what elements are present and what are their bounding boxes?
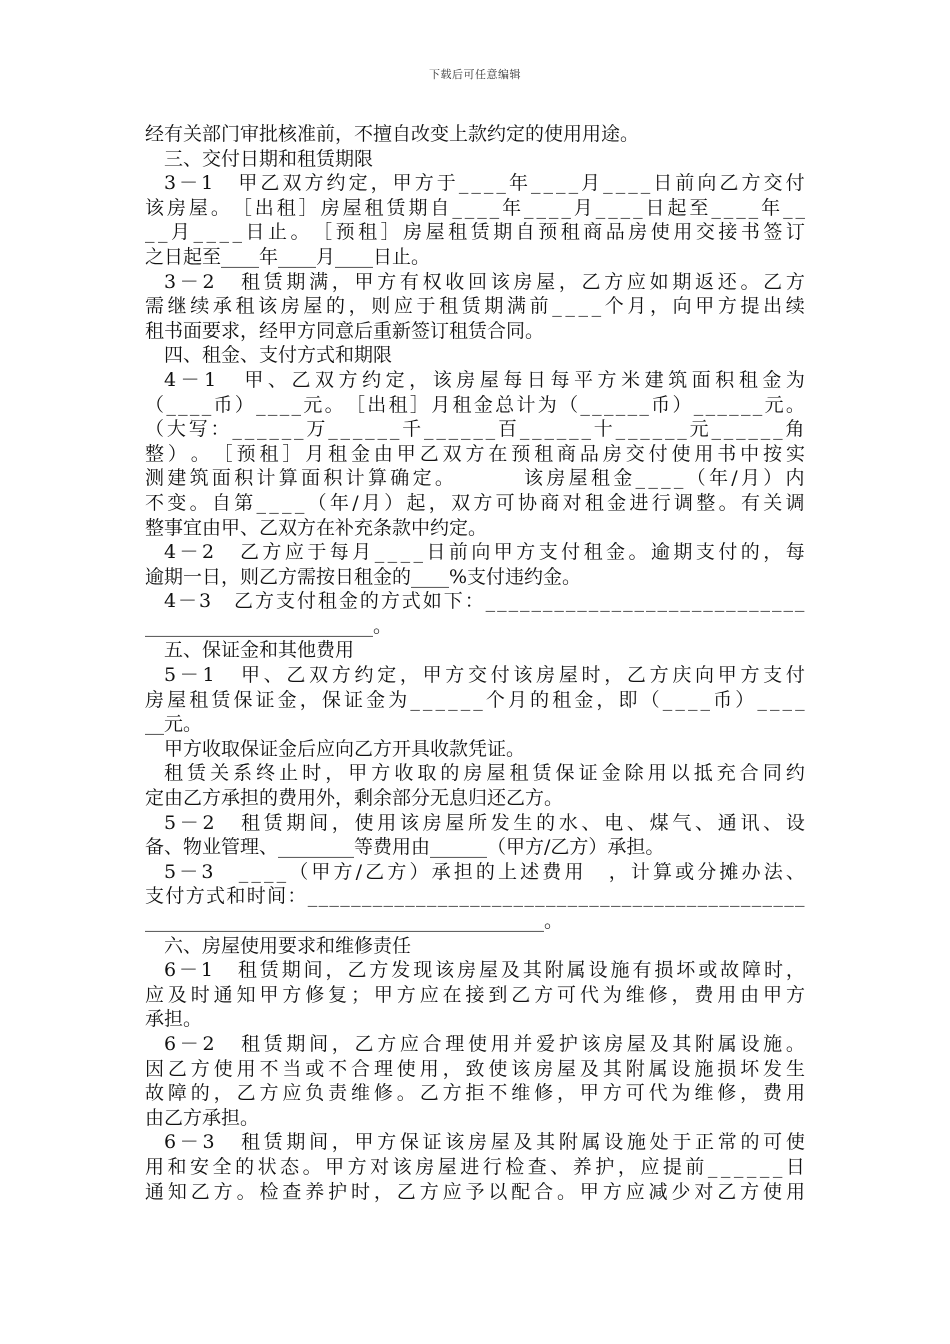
document-line: 测 建 筑 面 积 计 算 面 积 计 算 确 定 。 该 房 屋 租 金 _ _ _ _ （ 年 / 月 ） 内 <box>145 467 805 490</box>
document-line: 该 房 屋 。 ［ 出 租 ］ 房 屋 租 赁 期 自 _ _ _ _ 年 _ _ _ _ 月 _ _ _ _ 日 起 至 _ _ _ _ 年 _ _ <box>145 196 805 219</box>
document-line: _ _ 月 _ _ _ _ 日 止 。 ［ 预 租 ］ 房 屋 租 赁 期 自 预 租 商 品 房 使 用 交 接 书 签 订 <box>145 221 805 244</box>
document-line: 不 变 。 自 第 _ _ _ _ （ 年 / 月 ） 起 ， 双 方 可 协 商 对 租 金 进 行 调 整 。 有 关 调 <box>145 491 805 514</box>
document-line: 4 － 2 乙 方 应 于 每 月 _ _ _ _ 日 前 向 甲 方 支 付 租 金 。 逾 期 支 付 的 ， 每 <box>164 541 805 564</box>
document-line: 4 － 3 乙 方 支 付 租 金 的 方 式 如 下 ： _ _ _ _ _ _ _ _ _ _ _ _ _ _ _ _ _ _ _ _ _ _ _ _ _ _ _ _ <box>164 590 805 613</box>
document-line: 四、租金、支付方式和期限 <box>164 344 393 367</box>
document-line: （ _ _ _ _ 币 ） _ _ _ _ 元 。 ［ 出 租 ］ 月 租 金 总 计 为 （ _ _ _ _ _ _ 币 ） _ _ _ _ _ _ 元 。 <box>145 393 805 416</box>
document-line: __________________________________________。 <box>145 910 564 932</box>
document-line: 3 － 2 租 赁 期 满 ， 甲 方 有 权 收 回 该 房 屋 ， 乙 方 应 如 期 返 还 。 乙 方 <box>164 270 805 293</box>
document-line: 六、房屋使用要求和维修责任 <box>164 934 412 957</box>
document-line: 之日起至____年____月____日止。 <box>145 245 431 268</box>
document-line: 三、交付日期和租赁期限 <box>164 147 374 170</box>
page-header: 下载后可任意编辑 <box>429 68 521 81</box>
document-line: 承担。 <box>145 1008 203 1031</box>
document-line: 定由乙方承担的费用外，剩余部分无息归还乙方。 <box>145 787 564 810</box>
document-line: 通 知 乙 方 。 检 查 养 护 时 ， 乙 方 应 予 以 配 合 。 甲 方 应 减 少 对 乙 方 使 用 <box>145 1180 805 1203</box>
document-line: 因 乙 方 使 用 不 当 或 不 合 理 使 用 ， 致 使 该 房 屋 及 其 附 属 设 施 损 坏 发 生 <box>145 1057 805 1080</box>
document-line: 五、保证金和其他费用 <box>164 639 355 662</box>
document-line: __元。 <box>145 713 203 736</box>
document-line: 5 － 3 _ _ _ _ （ 甲 方 / 乙 方 ） 承 担 的 上 述 费 用 ， 计 算 或 分 摊 办 法 、 <box>164 860 805 883</box>
document-line: 故 障 的 ， 乙 方 应 负 责 维 修 。 乙 方 拒 不 维 修 ， 甲 方 可 代 为 维 修 ， 费 用 <box>145 1082 805 1105</box>
document-line: 5 － 2 租 赁 期 间 ， 使 用 该 房 屋 所 发 生 的 水 、 电 、 煤 气 、 通 讯 、 设 <box>164 811 805 834</box>
document-line: 应 及 时 通 知 甲 方 修 复 ； 甲 方 应 在 接 到 乙 方 可 代 为 维 修 ， 费 用 由 甲 方 <box>145 983 805 1006</box>
document-line: 支 付 方 式 和 时 间 ： _ _ _ _ _ _ _ _ _ _ _ _ _ _ _ _ _ _ _ _ _ _ _ _ _ _ _ _ _ _ _ _ _ _ _ _ _ _ _ _ _ _ _ _ _ _ <box>145 885 805 908</box>
document-line: 6 － 3 租 赁 期 间 ， 甲 方 保 证 该 房 屋 及 其 附 属 设 施 处 于 正 常 的 可 使 <box>164 1131 805 1154</box>
document-line: 甲方收取保证金后应向乙方开具收款凭证。 <box>164 737 526 760</box>
document-line: 3 － 1 甲 乙 双 方 约 定 ， 甲 方 于 _ _ _ _ 年 _ _ _ _ 月 _ _ _ _ 日 前 向 乙 方 交 付 <box>164 172 805 195</box>
document-line: （ 大 写 ： _ _ _ _ _ _ 万 _ _ _ _ _ _ 千 _ _ _ _ _ _ 百 _ _ _ _ _ _ 十 _ _ _ _ _ _ 元 _ _ _ _ _ _ 角 <box>145 418 805 441</box>
document-line: ________________________。 <box>145 614 393 637</box>
document-line: 整事宜由甲、乙双方在补充条款中约定。 <box>145 516 488 539</box>
document-line: 逾期一日，则乙方需按日租金的____%支付违约金。 <box>145 565 582 588</box>
document-line: 经有关部门审批核准前，不擅自改变上款约定的使用用途。 <box>145 123 640 145</box>
document-body <box>145 122 805 1204</box>
document-line: 租书面要求，经甲方同意后重新签订租赁合同。 <box>145 319 545 342</box>
document-line: 租 赁 关 系 终 止 时 ， 甲 方 收 取 的 房 屋 租 赁 保 证 金 除 用 以 抵 充 合 同 约 <box>164 762 805 785</box>
document-line: 5 － 1 甲 、 乙 双 方 约 定 ， 甲 方 交 付 该 房 屋 时 ， 乙 方 庆 向 甲 方 支 付 <box>164 664 805 687</box>
document-line: 6 － 2 租 赁 期 间 ， 乙 方 应 合 理 使 用 并 爱 护 该 房 屋 及 其 附 属 设 施 。 <box>164 1032 805 1055</box>
document-line: 房 屋 租 赁 保 证 金 ， 保 证 金 为 _ _ _ _ _ _ 个 月 的 租 金 ， 即 （ _ _ _ _ 币 ） _ _ _ _ <box>145 688 805 711</box>
document-line: 备、物业管理、________等费用由______（甲方/乙方）承担。 <box>145 836 665 859</box>
document-line: 用 和 安 全 的 状 态 。 甲 方 对 该 房 屋 进 行 检 查 、 养 护 ， 应 提 前 _ _ _ _ _ _ 日 <box>145 1155 805 1178</box>
document-line: 由乙方承担。 <box>145 1106 260 1129</box>
document-line: 整 ） 。 ［ 预 租 ］ 月 租 金 由 甲 乙 双 方 在 预 租 商 品 房 交 付 使 用 书 中 按 实 <box>145 442 805 465</box>
document-line: 4 － 1 甲 、 乙 双 方 约 定 ， 该 房 屋 每 日 每 平 方 米 建 筑 面 积 租 金 为 <box>164 368 805 391</box>
document-line: 需 继 续 承 租 该 房 屋 的 ， 则 应 于 租 赁 期 满 前 _ _ _ _ 个 月 ， 向 甲 方 提 出 续 <box>145 295 805 318</box>
document-line: 6 － 1 租 赁 期 间 ， 乙 方 发 现 该 房 屋 及 其 附 属 设 施 有 损 坏 或 故 障 时 ， <box>164 959 805 982</box>
